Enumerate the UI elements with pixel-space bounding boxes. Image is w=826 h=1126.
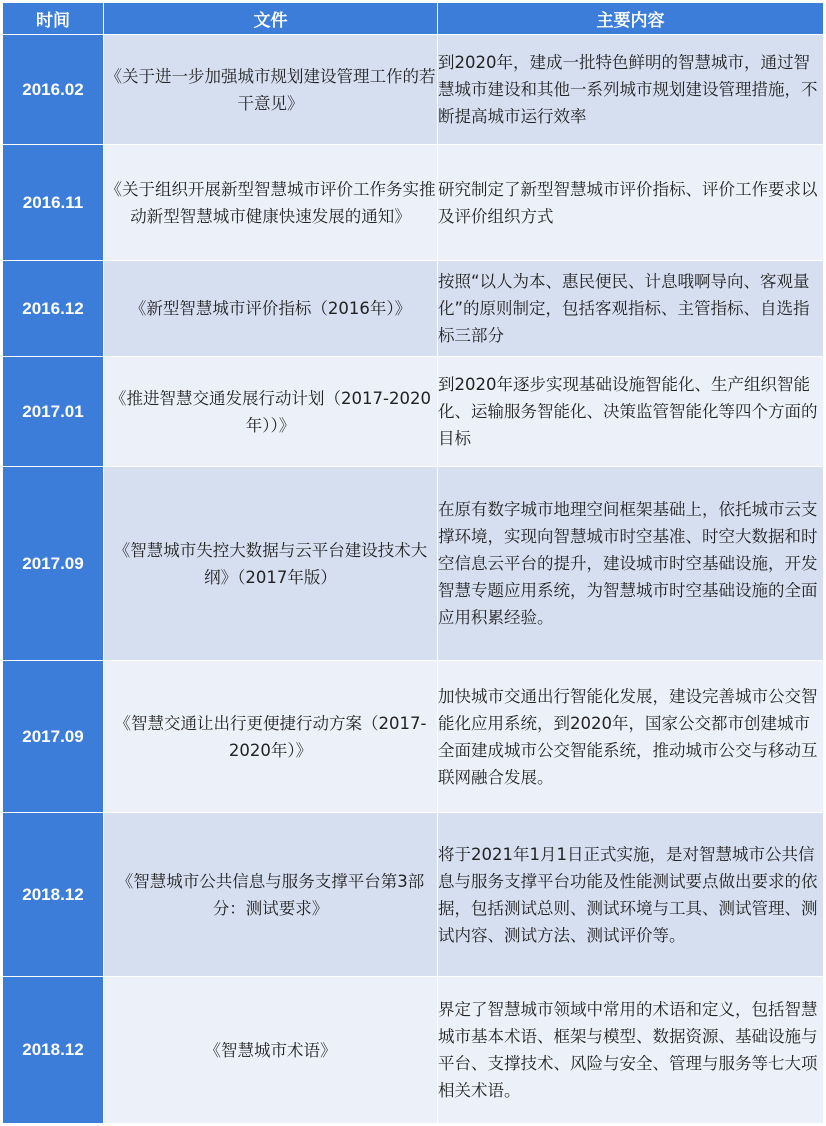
row-content: 界定了智慧城市领域中常用的术语和定义，包括智慧城市基本术语、框架与模型、数据资源、基础设施与平台、支撑技术、风险与安全、管理与服务等七大项相关术语。	[438, 977, 824, 1124]
row-document: 《智慧城市失控大数据与云平台建设技术大纲》（2017年版）	[104, 467, 438, 661]
row-date: 2018.12	[3, 977, 104, 1124]
row-content: 将于2021年1月1日正式实施，是对智慧城市公共信息与服务支撑平台功能及性能测试要点做出要求的依据，包括测试总则、测试环境与工具、测试管理、测试内容、测试方法、测试评价等。	[438, 813, 824, 977]
table-row	[3, 467, 824, 661]
row-date: 2017.01	[3, 357, 104, 467]
row-document: 《关于进一步加强城市规划建设管理工作的若干意见》	[104, 35, 438, 145]
row-document: 《智慧城市术语》	[104, 977, 438, 1124]
row-date: 2017.09	[3, 467, 104, 661]
row-content: 在原有数字城市地理空间框架基础上，依托城市云支撑环境，实现向智慧城市时空基准、时空大数据和时空信息云平台的提升，建设城市时空基础设施，开发智慧专题应用系统，为智慧城市时空基础设施的全面应用积累经验。	[438, 467, 824, 661]
row-content: 到2020年逐步实现基础设施智能化、生产组织智能化、运输服务智能化、决策监管智能化等四个方面的目标	[438, 357, 824, 467]
table-row	[3, 813, 824, 977]
row-content: 研究制定了新型智慧城市评价指标、评价工作要求以及评价组织方式	[438, 145, 824, 261]
policy-table	[2, 2, 824, 1124]
table-row	[3, 977, 824, 1124]
row-content: 加快城市交通出行智能化发展，建设完善城市公交智能化应用系统，到2020年，国家公交都市创建城市全面建成城市公交智能系统，推动城市公交与移动互联网融合发展。	[438, 661, 824, 813]
header-time: 时间	[3, 3, 104, 35]
row-document: 《新型智慧城市评价指标（2016年）》	[104, 261, 438, 357]
row-date: 2017.09	[3, 661, 104, 813]
row-date: 2016.12	[3, 261, 104, 357]
row-date: 2018.12	[3, 813, 104, 977]
table-row	[3, 145, 824, 261]
table-row	[3, 261, 824, 357]
table-row	[3, 357, 824, 467]
row-date: 2016.11	[3, 145, 104, 261]
header-content: 主要内容	[438, 3, 824, 35]
row-document: 《智慧交通让出行更便捷行动方案（2017-2020年）》	[104, 661, 438, 813]
row-content: 到2020年，建成一批特色鲜明的智慧城市，通过智慧城市建设和其他一系列城市规划建设管理措施，不断提高城市运行效率	[438, 35, 824, 145]
row-document: 《智慧城市公共信息与服务支撑平台第3部分：测试要求》	[104, 813, 438, 977]
row-document: 《关于组织开展新型智慧城市评价工作务实推动新型智慧城市健康快速发展的通知》	[104, 145, 438, 261]
table-row	[3, 661, 824, 813]
header-document: 文件	[104, 3, 438, 35]
header-row	[3, 3, 824, 35]
row-document: 《推进智慧交通发展行动计划（2017-2020年））》	[104, 357, 438, 467]
table-row	[3, 35, 824, 145]
row-content: 按照“以人为本、惠民便民、计息哦啊导向、客观量化”的原则制定，包括客观指标、主管指标、自选指标三部分	[438, 261, 824, 357]
row-date: 2016.02	[3, 35, 104, 145]
